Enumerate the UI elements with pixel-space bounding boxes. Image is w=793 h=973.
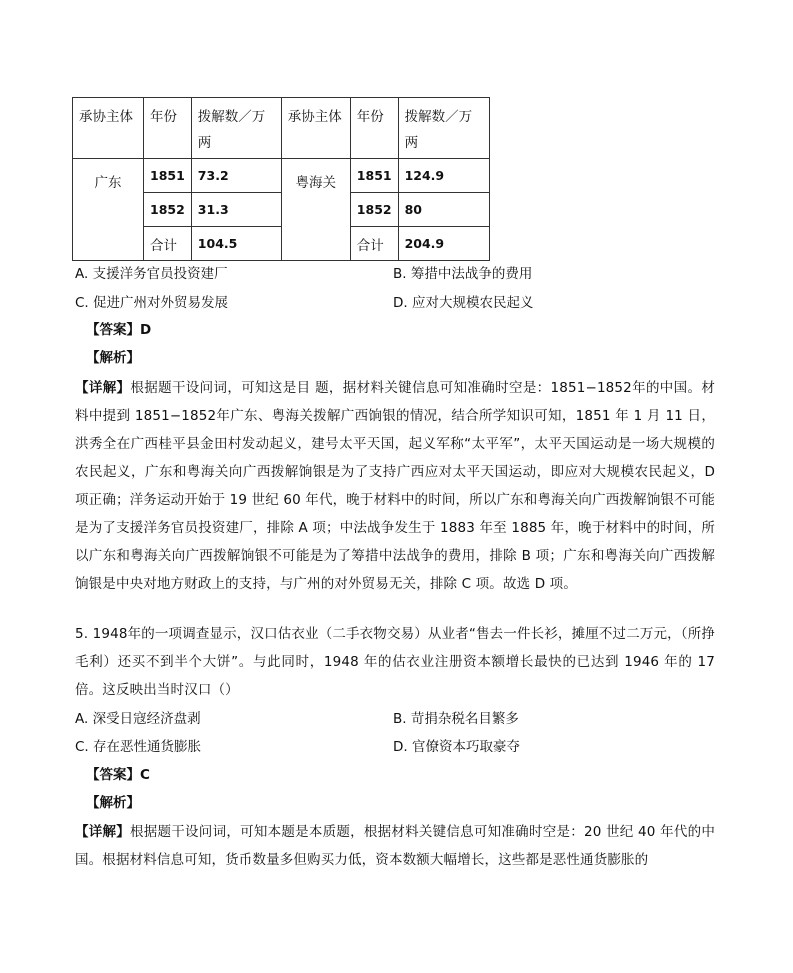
answer-line (86, 318, 151, 338)
option-d: D. 应对大规模农民起义 (393, 295, 534, 311)
value-cell: 104.5 (191, 227, 281, 261)
detail-text: 根据题干设问词，可知本题是本质题，根据材料关键信息可知准确时空是：20 世纪 40 年代的中国。根据材料信息可知，货币数量多但购买力低，资本数额大幅增长，这些都是恶性通货膨胀的 (75, 824, 715, 868)
answer-label: 【答案】 (86, 322, 140, 338)
allocation-table (72, 97, 490, 261)
table-header-row (73, 98, 490, 159)
option-c: C. 促进广州对外贸易发展 (75, 295, 229, 311)
detail-paragraph (75, 374, 715, 598)
answer-value: D (140, 322, 152, 338)
detail-label: 【详解】 (75, 380, 131, 396)
detail-paragraph (75, 818, 715, 874)
value-cell: 124.9 (398, 159, 489, 193)
header-cell: 年份 (144, 98, 192, 159)
option-b: B. 苛捐杂税名目繁多 (393, 711, 519, 727)
detail-text: 根据题干设问词，可知这是目 题，据材料关键信息可知准确时空是：1851−1852年的中国。材料中提到 1851−1852年广东、粤海关拨解广西饷银的情况，结合所学知识可知，1851 年 1 月 11 日，洪秀全在广西桂平县金田村发动起义，建号太平天国，起义军称“太平军”，太平天国运动是一场大规模的农民起义，广东和粤海关向广西拨解饷银是为了支持广西应对太平天国运动，即应对大规模农民起义，D 项正确；洋务运动开始于 19 世纪 60 年代，晚于材料中的时间，所以广东和粤海关向广西拨解饷银不可能是为了支援洋务官员投资建厂，排除 A 项；中法战争发生于 1883 年至 1885 年，晚于材料中的时间，所以广东和粤海关向广西拨解饷银不可能是为了筹措中法战争的费用，排除 B 项；广东和粤海关向广西拨解饷银是中央对地方财政上的支持，与广州的对外贸易无关，排除 C 项。故选 D 项。 (75, 380, 715, 592)
option-a: A. 深受日寇经济盘剥 (75, 711, 201, 727)
option-d: D. 官僚资本巧取豪夺 (393, 739, 520, 755)
year-cell: 1851 (144, 159, 192, 193)
analysis-label: 【解析】 (86, 795, 140, 811)
total-label-cell: 合计 (350, 227, 398, 261)
value-cell: 31.3 (191, 193, 281, 227)
value-cell: 80 (398, 193, 489, 227)
option-b: B. 筹措中法战争的费用 (393, 266, 533, 282)
answer-label: 【答案】 (86, 767, 140, 783)
header-cell: 年份 (350, 98, 398, 159)
header-cell: 拨解数／万两 (398, 98, 489, 159)
question-stem: 5. 1948年的一项调查显示，汉口估衣业（二手衣物交易）从业者“售去一件长衫，摊厘不过二万元，（所挣毛利）还买不到半个大饼”。与此同时，1948 年的估衣业注册资本额增长最快的已达到 1946 年的 17 倍。这反映出当时汉口（） (75, 626, 715, 698)
detail-label: 【详解】 (75, 824, 131, 840)
option-c: C. 存在恶性通货膨胀 (75, 739, 202, 755)
value-cell: 73.2 (191, 159, 281, 193)
group-name-cell: 广东 (73, 159, 144, 261)
total-label-cell: 合计 (144, 227, 192, 261)
answer-line (86, 763, 150, 783)
analysis-label: 【解析】 (86, 350, 140, 366)
year-cell: 1852 (144, 193, 192, 227)
header-cell: 承协主体 (73, 98, 144, 159)
value-cell: 204.9 (398, 227, 489, 261)
header-cell: 承协主体 (281, 98, 350, 159)
option-a: A. 支援洋务官员投资建厂 (75, 266, 228, 282)
group-name-cell: 粤海关 (281, 159, 350, 261)
table-row (73, 159, 490, 193)
header-cell: 拨解数／万两 (191, 98, 281, 159)
year-cell: 1852 (350, 193, 398, 227)
year-cell: 1851 (350, 159, 398, 193)
answer-value: C (140, 767, 150, 783)
